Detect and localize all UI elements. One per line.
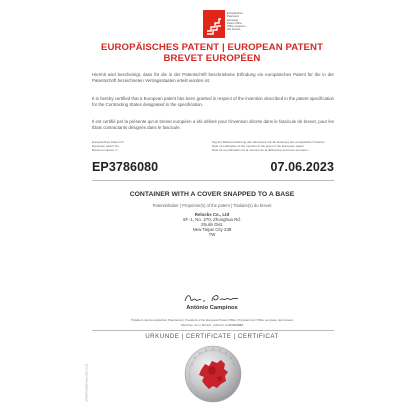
form-code: EPA/EPO/OEB Form 2031 10.22: [85, 363, 89, 402]
certification-text-fr: Il est certifié par la présente qu'un brevet européen a été délivré pour l'invention décrite dans le fascicule de brevet, pour les États contractants désignés dans le fascicule.: [92, 119, 334, 130]
epo-logo-text: Europäisches Patentamt European Patent Office Office européen des brevets: [227, 12, 246, 32]
signatory-name: António Campinos: [186, 305, 238, 311]
epo-seal-icon: [184, 345, 242, 403]
address-line: New Taipei City 238: [192, 227, 232, 232]
signature: [182, 292, 242, 304]
signatory-role: Präsident des Europäischen Patentamts | President of the European Patent Office | Président de l'Office européen des brevets: [131, 318, 293, 322]
patent-certificate: [82, 0, 342, 410]
patent-number-labels: Europäisches Patent Nr. European patent No. Brevet européen n°: [92, 140, 125, 152]
epo-logo: [203, 10, 255, 38]
address-line: 6F.-1, No. 270, Zhonghua Rd.: [183, 217, 241, 222]
grant-date-labels: Tag der Bekanntmachung des Hinweises auf die Erteilung des europäischen Patents Date of publication of the mention of the grant of the European patent Date de la publication de la mention de la délivrance du brevet européen: [212, 140, 325, 152]
address-line: TW: [208, 232, 216, 237]
issue-place-date: München, den | Munich, | Munich, le 07.06.2023: [181, 323, 243, 327]
invention-title: CONTAINER WITH A COVER SNAPPED TO A BASE: [129, 191, 295, 198]
certification-text-de: Hiermit wird bescheinigt, dass für die in der Patentschrift beschriebene Erfindung ein europäisches Patent für die in der Patentschrift bezeichneten Vertragsstaaten erteilt worden ist.: [92, 72, 334, 83]
epo-logo-mark: [203, 10, 225, 38]
divider: [92, 330, 334, 331]
document-title-fr: BREVET EUROPÉEN: [163, 53, 261, 64]
divider: [92, 180, 334, 181]
document-title: EUROPÄISCHES PATENT | EUROPEAN PATENT: [100, 42, 324, 53]
holder-address: [82, 212, 342, 237]
patent-number: EP3786080: [92, 160, 159, 174]
certification-text-en: It is hereby certified that a European patent has been granted in respect of the invention described in the patent specification for the Contracting States designated in the specification.: [92, 96, 334, 107]
certificate-label: URKUNDE | CERTIFICATE | CERTIFICAT: [145, 333, 279, 340]
holder-label: Patentinhaber | Proprietor(s) of the patent | Titulaire(s) du brevet: [152, 203, 272, 208]
address-line: Shulin Dist.: [200, 222, 224, 227]
grant-date: 07.06.2023: [270, 160, 334, 174]
holder-company: Relocks Co., Ltd: [194, 212, 230, 217]
